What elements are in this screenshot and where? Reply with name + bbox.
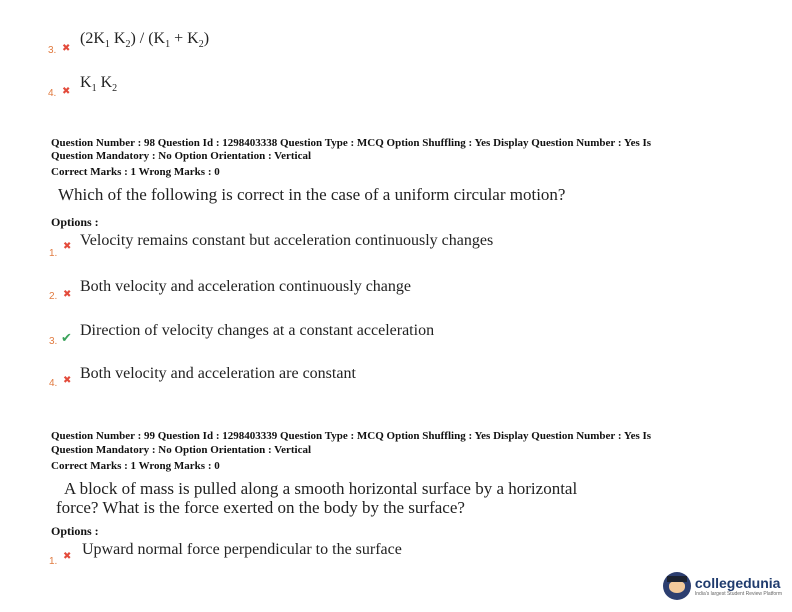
option-number: 1. (49, 248, 58, 259)
question-text: A block of mass is pulled along a smooth horizontal surface by a horizontal (64, 479, 578, 498)
cross-icon: ✖ (63, 289, 72, 300)
option-number: 3. (49, 336, 58, 347)
option-number: 4. (48, 88, 57, 99)
cross-icon: ✖ (63, 375, 72, 386)
question-meta-line: Question Mandatory : No Option Orientation : Vertical (51, 444, 312, 456)
option-text: Velocity remains constant but acceleration continuously changes (80, 232, 494, 249)
option-text-formula: $K_1$ $K_2$ (80, 74, 118, 95)
marks-line: Correct Marks : 1 Wrong Marks : 0 (51, 166, 220, 178)
collegedunia-logo[interactable] (663, 572, 782, 600)
logo-name: collegedunia (694, 575, 781, 591)
option-number: 1. (49, 556, 58, 567)
option-number: 3. (48, 45, 57, 56)
cross-icon: ✖ (63, 551, 72, 562)
cross-icon: ✖ (62, 43, 71, 54)
option-number: 4. (49, 378, 58, 389)
marks-line: Correct Marks : 1 Wrong Marks : 0 (51, 460, 220, 472)
option-text-formula: ($2K_1$ $K_2) / (K_1 + K_2)$ (80, 30, 210, 51)
option-text: Both velocity and acceleration continuously change (80, 278, 411, 295)
mascot-icon (663, 572, 691, 600)
cross-icon: ✖ (62, 86, 71, 97)
option-text: Upward normal force perpendicular to the surface (82, 541, 402, 558)
option-text-correct: Direction of velocity changes at a constant acceleration (80, 322, 435, 339)
option-text: Both velocity and acceleration are constant (80, 365, 356, 382)
question-meta-line: Question Number : 98 Question Id : 1298403338 Question Type : MCQ Option Shuffling : Yes Display Question Number : Yes Is (51, 137, 652, 149)
logo-tagline: India's largest Student Review Platform (694, 591, 782, 597)
options-label: Options : (51, 215, 99, 229)
option-number: 2. (49, 291, 58, 302)
question-text: Which of the following is correct in the case of a uniform circular motion? (58, 185, 566, 204)
cross-icon: ✖ (63, 241, 72, 252)
question-text: force? What is the force exerted on the body by the surface? (56, 498, 465, 517)
question-meta-line: Question Mandatory : No Option Orientation : Vertical (51, 150, 312, 162)
question-meta-line: Question Number : 99 Question Id : 1298403339 Question Type : MCQ Option Shuffling : Yes Display Question Number : Yes Is (51, 430, 652, 442)
options-label: Options : (51, 524, 99, 538)
check-icon: ✔ (61, 331, 72, 346)
